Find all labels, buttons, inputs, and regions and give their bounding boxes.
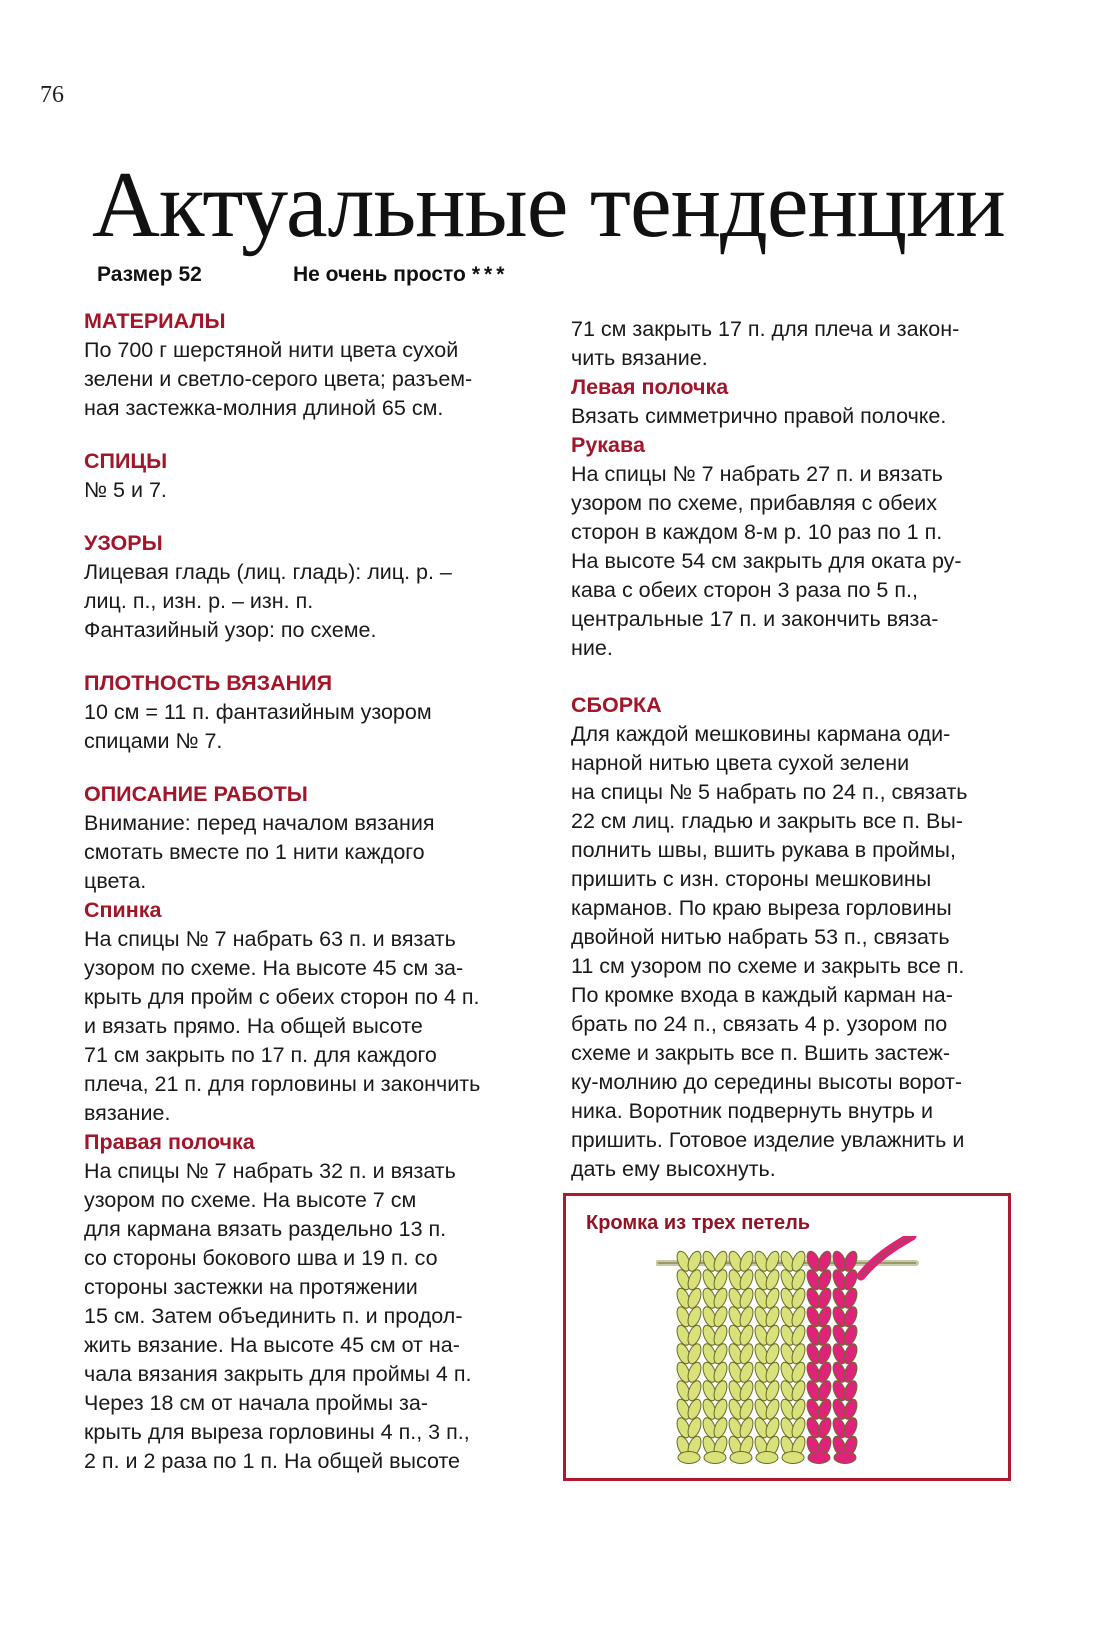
left-column [84,307,554,1476]
text-line: Вязать симметрично правой полочке. [571,404,947,428]
back-heading: Спинка [84,898,162,922]
text-line: На высоте 54 см закрыть для оката ру- [571,549,962,573]
text-line: сторон в каждом 8-м р. 10 раз по 1 п. [571,520,943,544]
text-line: и вязать прямо. На общей высоте [84,1014,423,1038]
text-line: По кромке входа в каждый карман на- [571,983,953,1007]
text-line: цвета. [84,869,147,893]
text-line: ку-молнию до середины высоты ворот- [571,1070,963,1094]
gauge-heading: ПЛОТНОСТЬ ВЯЗАНИЯ [84,671,333,695]
patterns-heading: УЗОРЫ [84,531,163,555]
text-line: 11 см узором по схеме и закрыть все п. [571,954,965,978]
knitting-edge-illustration [656,1236,936,1476]
text-line: узором по схеме. На высоте 7 см [84,1188,417,1212]
text-line: стороны застежки на протяжении [84,1275,418,1299]
text-line: крыть для выреза горловины 4 п., 3 п., [84,1420,470,1444]
assembly-heading: СБОРКА [571,693,662,717]
stitch-bottom-loop [756,1452,778,1464]
text-line: для кармана вязать раздельно 13 п. [84,1217,447,1241]
needles-heading: СПИЦЫ [84,449,168,473]
text-line: № 5 и 7. [84,478,167,502]
text-line: чить вязание. [571,346,708,370]
text-line: смотать вместе по 1 нити каждого [84,840,425,864]
stitch-bottom-loop [808,1452,830,1464]
text-line: На спицы № 7 набрать 27 п. и вязать [571,462,943,486]
text-line: Фантазийный узор: по схеме. [84,618,377,642]
text-line: Внимание: перед началом вязания [84,811,435,835]
materials-heading: МАТЕРИАЛЫ [84,309,226,333]
difficulty-text: Не очень просто [293,263,466,286]
text-line: 15 см. Затем объединить п. и продол- [84,1304,463,1328]
text-line: Через 18 см от начала проймы за- [84,1391,428,1415]
text-line: пришить с изн. стороны мешковины [571,867,932,891]
text-line: на спицы № 5 набрать по 24 п., связать [571,780,968,804]
work-section [84,780,554,1476]
text-line: 71 см закрыть по 17 п. для каждого [84,1043,437,1067]
right-column [571,315,1071,1184]
text-line: плеча, 21 п. для горловины и закончить [84,1072,481,1096]
assembly-section [571,691,1071,1184]
text-line: карманов. По краю выреза горловины [571,896,952,920]
diagram-box [563,1193,1011,1481]
materials-section [84,307,554,423]
working-yarn [861,1236,912,1276]
stitch-bottom-loop [678,1452,700,1464]
size-label: Размер 52 [97,263,202,286]
stitch-bottom-loop [834,1452,856,1464]
text-line: схеме и закрыть все п. Вшить застеж- [571,1041,951,1065]
text-line: вязание. [84,1101,171,1125]
diagram-title: Кромка из трех петель [586,1212,811,1234]
left-front-heading: Левая полочка [571,375,729,399]
difficulty-stars: *** [471,263,509,286]
difficulty-label [293,263,508,287]
work-heading: ОПИСАНИЕ РАБОТЫ [84,782,308,806]
text-line: спицами № 7. [84,729,223,753]
text-line: полнить швы, вшить рукава в проймы, [571,838,956,862]
text-line: со стороны бокового шва и 19 п. со [84,1246,438,1270]
text-line: центральные 17 п. и закончить вяза- [571,607,939,631]
text-line: ника. Воротник подвернуть внутрь и [571,1099,933,1123]
text-line: ние. [571,636,613,660]
text-line: Для каждой мешковины кармана оди- [571,722,951,746]
stitch-bottom-loop [704,1452,726,1464]
text-line: брать по 24 п., связать 4 р. узором по [571,1012,948,1036]
text-line: дать ему высохнуть. [571,1157,776,1181]
text-line: кава с обеих сторон 3 раза по 5 п., [571,578,918,602]
page-title: Актуальные тенденции [92,153,1005,257]
text-line: На спицы № 7 набрать 63 п. и вязать [84,927,456,951]
text-line: 71 см закрыть 17 п. для плеча и закон- [571,317,960,341]
text-line: узором по схеме. На высоте 45 см за- [84,956,464,980]
text-line: узором по схеме, прибавляя с обеих [571,491,938,515]
text-line: крыть для пройм с обеих сторон по 4 п. [84,985,480,1009]
text-line: зелени и светло-серого цвета; разъем- [84,367,473,391]
text-line: жить вязание. На высоте 45 см от на- [84,1333,460,1357]
right-front-heading: Правая полочка [84,1130,255,1154]
text-line: пришить. Готовое изделие увлажнить и [571,1128,965,1152]
page-number: 76 [40,82,64,108]
gauge-section [84,669,554,756]
text-line: 22 см лиц. гладью и закрыть все п. Вы- [571,809,963,833]
patterns-section [84,529,554,645]
text-line: 10 см = 11 п. фантазийным узором [84,700,432,724]
text-line: нарной нитью цвета сухой зелени [571,751,910,775]
text-line: Лицевая гладь (лиц. гладь): лиц. р. – [84,560,452,584]
text-line: чала вязания закрыть для проймы 4 п. [84,1362,472,1386]
text-line: По 700 г шерстяной нити цвета сухой [84,338,459,362]
continuation-section [571,315,1071,663]
text-line: лиц. п., изн. р. – изн. п. [84,589,314,613]
text-line: На спицы № 7 набрать 32 п. и вязать [84,1159,456,1183]
stitch-bottom-loop [782,1452,804,1464]
text-line: ная застежка-молния длиной 65 см. [84,396,444,420]
stitch-bottom-loop [730,1452,752,1464]
needles-section [84,447,554,505]
text-line: 2 п. и 2 раза по 1 п. На общей высоте [84,1449,461,1473]
sleeves-heading: Рукава [571,433,645,457]
text-line: двойной нитью набрать 53 п., связать [571,925,950,949]
